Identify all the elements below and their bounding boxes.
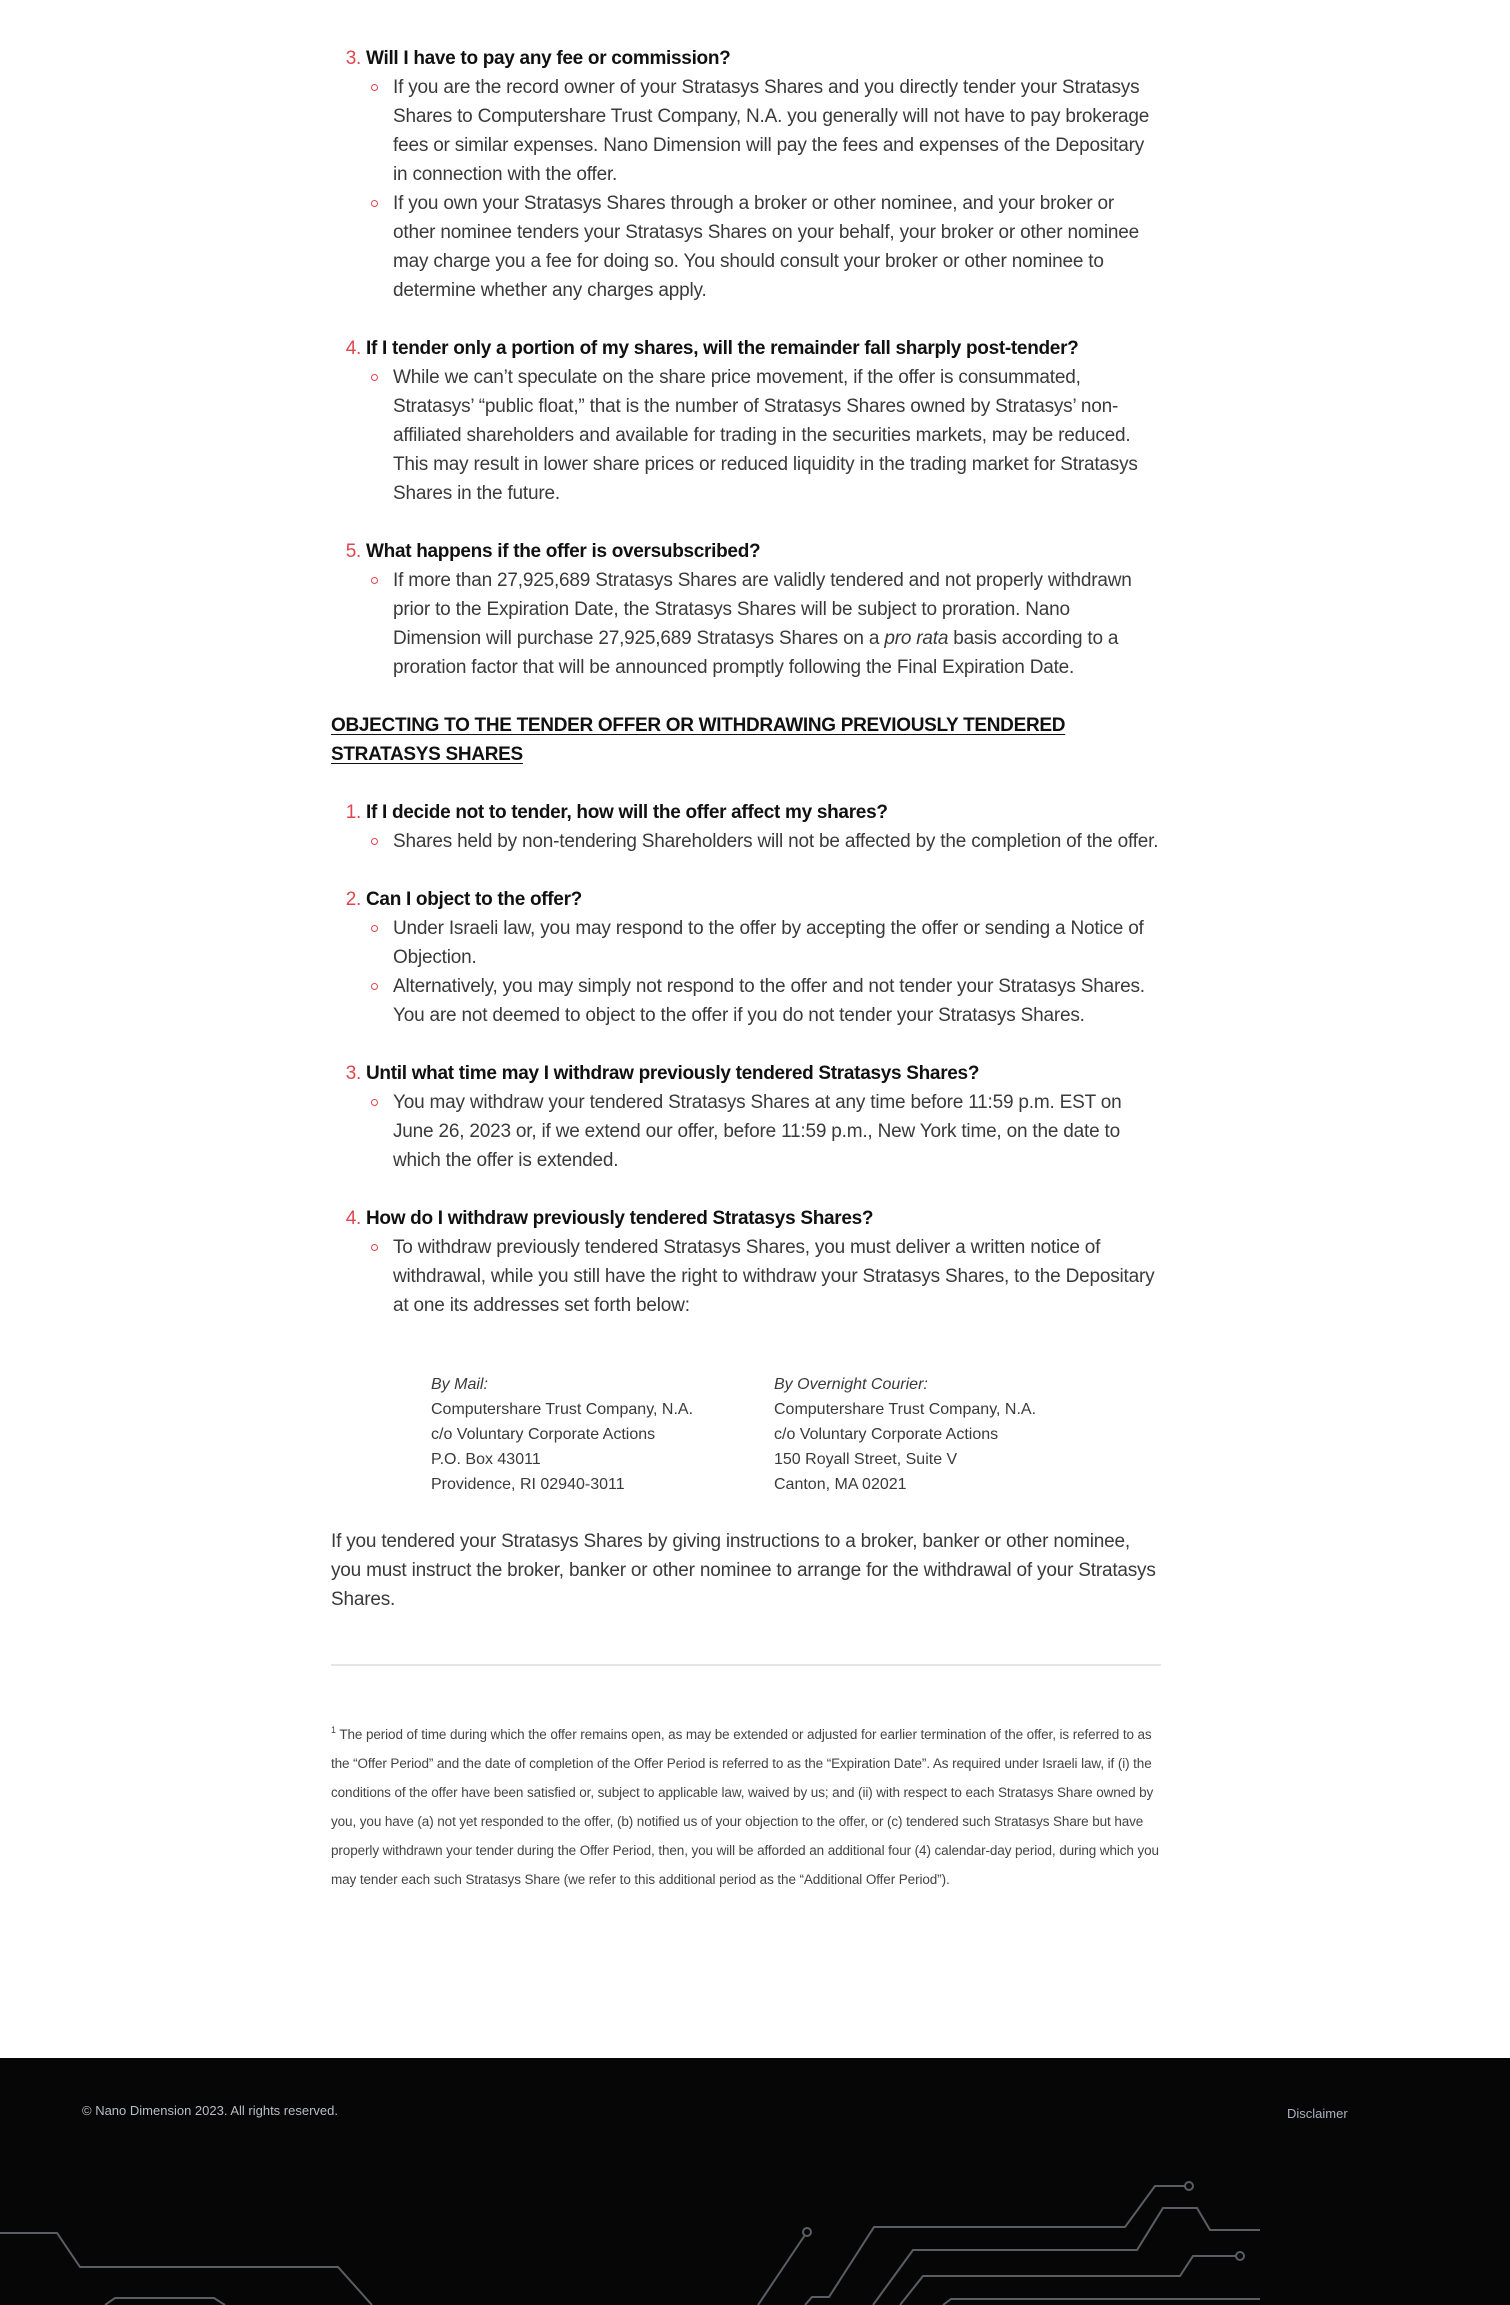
faq-question: What happens if the offer is oversubscribed? [366,541,761,562]
address-line: c/o Voluntary Corporate Actions [431,1426,656,1443]
answer-list [331,1233,1161,1320]
bullet-circle-icon [371,84,378,91]
copyright-text: © Nano Dimension 2023. All rights reserved. [82,2103,338,2118]
circuit-node-icon [803,2228,811,2236]
main-content [331,44,1161,1908]
faq-question: If I tender only a portion of my shares, will the remainder fall sharply post-tender? [366,338,1079,359]
answer-list [331,566,1161,682]
address-by-courier [774,1372,1117,1497]
italic-pro-rata: pro rata [884,628,949,649]
address-line: Computershare Trust Company, N.A. [431,1401,694,1418]
faq-question: If I decide not to tender, how will the offer affect my shares? [366,802,888,823]
answer-item: If more than 27,925,689 Stratasys Shares are validly tendered and not properly withdrawn prior to the Expiration Date, the Stratasys Shares will be subject to proration. Nano Dimension will purchase 27,925,689 Stratasys Shares on a pro rata basis according to a proration factor that will be announced promptly following the Final Expiration Date. [393,566,1161,682]
circuit-node-icon [1236,2252,1244,2260]
divider [331,1664,1161,1666]
bullet-circle-icon [371,1099,378,1106]
bullet-circle-icon [371,1244,378,1251]
faq-list-objecting [331,798,1161,1320]
circuit-line [0,2233,372,2305]
answer-item: While we can’t speculate on the share price movement, if the offer is consummated, Stratasys’ “public float,” that is the number of Stratasys Shares owned by Stratasys’ non-affiliated shareholders and available for trading in the securities markets, may be reduced. This may result in lower share prices or reduced liquidity in the trading market for Stratasys Shares in the future. [393,363,1161,508]
answer-list [331,827,1161,856]
bullet-circle-icon [371,838,378,845]
bullet-circle-icon [371,374,378,381]
answer-item: Shares held by non-tendering Shareholders will not be affected by the completion of the offer. [393,827,1161,856]
bullet-circle-icon [371,983,378,990]
faq-number: 3. [345,48,361,69]
answer-list [331,1088,1161,1175]
faq-number: 1. [345,802,361,823]
faq-question: Until what time may I withdraw previously tendered Stratasys Shares? [366,1063,980,1084]
faq-number: 4. [345,1208,361,1229]
faq-item [331,885,1161,1030]
answer-item: If you are the record owner of your Stratasys Shares and you directly tender your Stratasys Shares to Computershare Trust Company, N.A. you generally will not have to pay brokerage fees or similar expenses. Nano Dimension will pay the fees and expenses of the Depositary in connection with the offer. [393,73,1161,189]
answer-item: Under Israeli law, you may respond to the offer by accepting the offer or sending a Notice of Objection. [393,914,1161,972]
closing-paragraph: If you tendered your Stratasys Shares by giving instructions to a broker, banker or other nominee, you must instruct the broker, banker or other nominee to arrange for the withdrawal of your Stratasys Shares. [331,1531,1156,1610]
address-line: Providence, RI 02940-3011 [431,1476,625,1493]
faq-item [331,334,1161,508]
faq-number: 5. [345,541,361,562]
disclaimer-link[interactable]: Disclaimer [1287,2106,1348,2121]
address-label: By Overnight Courier: [774,1376,928,1393]
faq-item [331,537,1161,682]
circuit-lines-decoration [0,2058,1510,2305]
footnote-marker: 1 [331,1725,336,1735]
circuit-line [805,2186,1185,2305]
faq-question: Can I object to the offer? [366,889,582,910]
faq-item [331,1204,1161,1320]
circuit-line [943,2299,1260,2305]
address-line: P.O. Box 43011 [431,1451,541,1468]
address-by-mail [431,1372,774,1497]
answer-item: Alternatively, you may simply not respond to the offer and not tender your Stratasys Shares. You are not deemed to object to the offer if you do not tender your Stratasys Shares. [393,972,1161,1030]
faq-list-tendering [331,44,1161,682]
bullet-circle-icon [371,577,378,584]
faq-number: 3. [345,1063,361,1084]
address-label: By Mail: [431,1376,488,1393]
faq-item [331,798,1161,856]
circuit-line [105,2298,225,2305]
address-line: 150 Royall Street, Suite V [774,1451,958,1468]
site-footer [0,2058,1510,2305]
address-line: Computershare Trust Company, N.A. [774,1401,1037,1418]
section-heading: OBJECTING TO THE TENDER OFFER OR WITHDRAWING PREVIOUSLY TENDERED STRATASYS SHARES [331,715,1066,765]
faq-question: Will I have to pay any fee or commission? [366,48,731,69]
circuit-line [758,2235,805,2305]
faq-number: 2. [345,889,361,910]
answer-list [331,73,1161,305]
address-line: c/o Voluntary Corporate Actions [774,1426,999,1443]
faq-number: 4. [345,338,361,359]
answer-item: You may withdraw your tendered Stratasys Shares at any time before 11:59 p.m. EST on June 26, 2023 or, if we extend our offer, before 11:59 p.m., New York time, on the date to which the offer is extended. [393,1088,1161,1175]
faq-item [331,44,1161,305]
footnote [331,1716,1161,1894]
faq-item [331,1059,1161,1175]
address-line: Canton, MA 02021 [774,1476,907,1493]
depositary-addresses [431,1372,1161,1497]
bullet-circle-icon [371,200,378,207]
footnote-text: The period of time during which the offer remains open, as may be extended or adjusted for earlier termination of the offer, is referred to as the “Offer Period” and the date of completion of the Offer Period is referred to as the “Expiration Date”. As required under Israeli law, if (i) the conditions of the offer have been satisfied or, subject to applicable law, waived by us; and (ii) with respect to each Stratasys Share owned by you, you have (a) not yet responded to the offer, (b) notified us of your objection to the offer, or (c) tendered such Stratasys Share but have properly withdrawn your tender during the Offer Period, then, you will be afforded an additional four (4) calendar-day period, during which you may tender each such Stratasys Share (we refer to this additional period as the “Additional Offer Period”). [331,1727,1159,1887]
faq-question: How do I withdraw previously tendered Stratasys Shares? [366,1208,874,1229]
bullet-circle-icon [371,925,378,932]
answer-item: To withdraw previously tendered Stratasys Shares, you must deliver a written notice of withdrawal, while you still have the right to withdraw your Stratasys Shares, to the Depositary at one its addresses set forth below: [393,1233,1161,1320]
answer-list [331,914,1161,1030]
circuit-node-icon [1185,2182,1193,2190]
answer-list [331,363,1161,508]
answer-item: If you own your Stratasys Shares through a broker or other nominee, and your broker or other nominee tenders your Stratasys Shares on your behalf, your broker or other nominee may charge you a fee for doing so. You should consult your broker or other nominee to determine whether any charges apply. [393,189,1161,305]
circuit-line [900,2256,1237,2305]
